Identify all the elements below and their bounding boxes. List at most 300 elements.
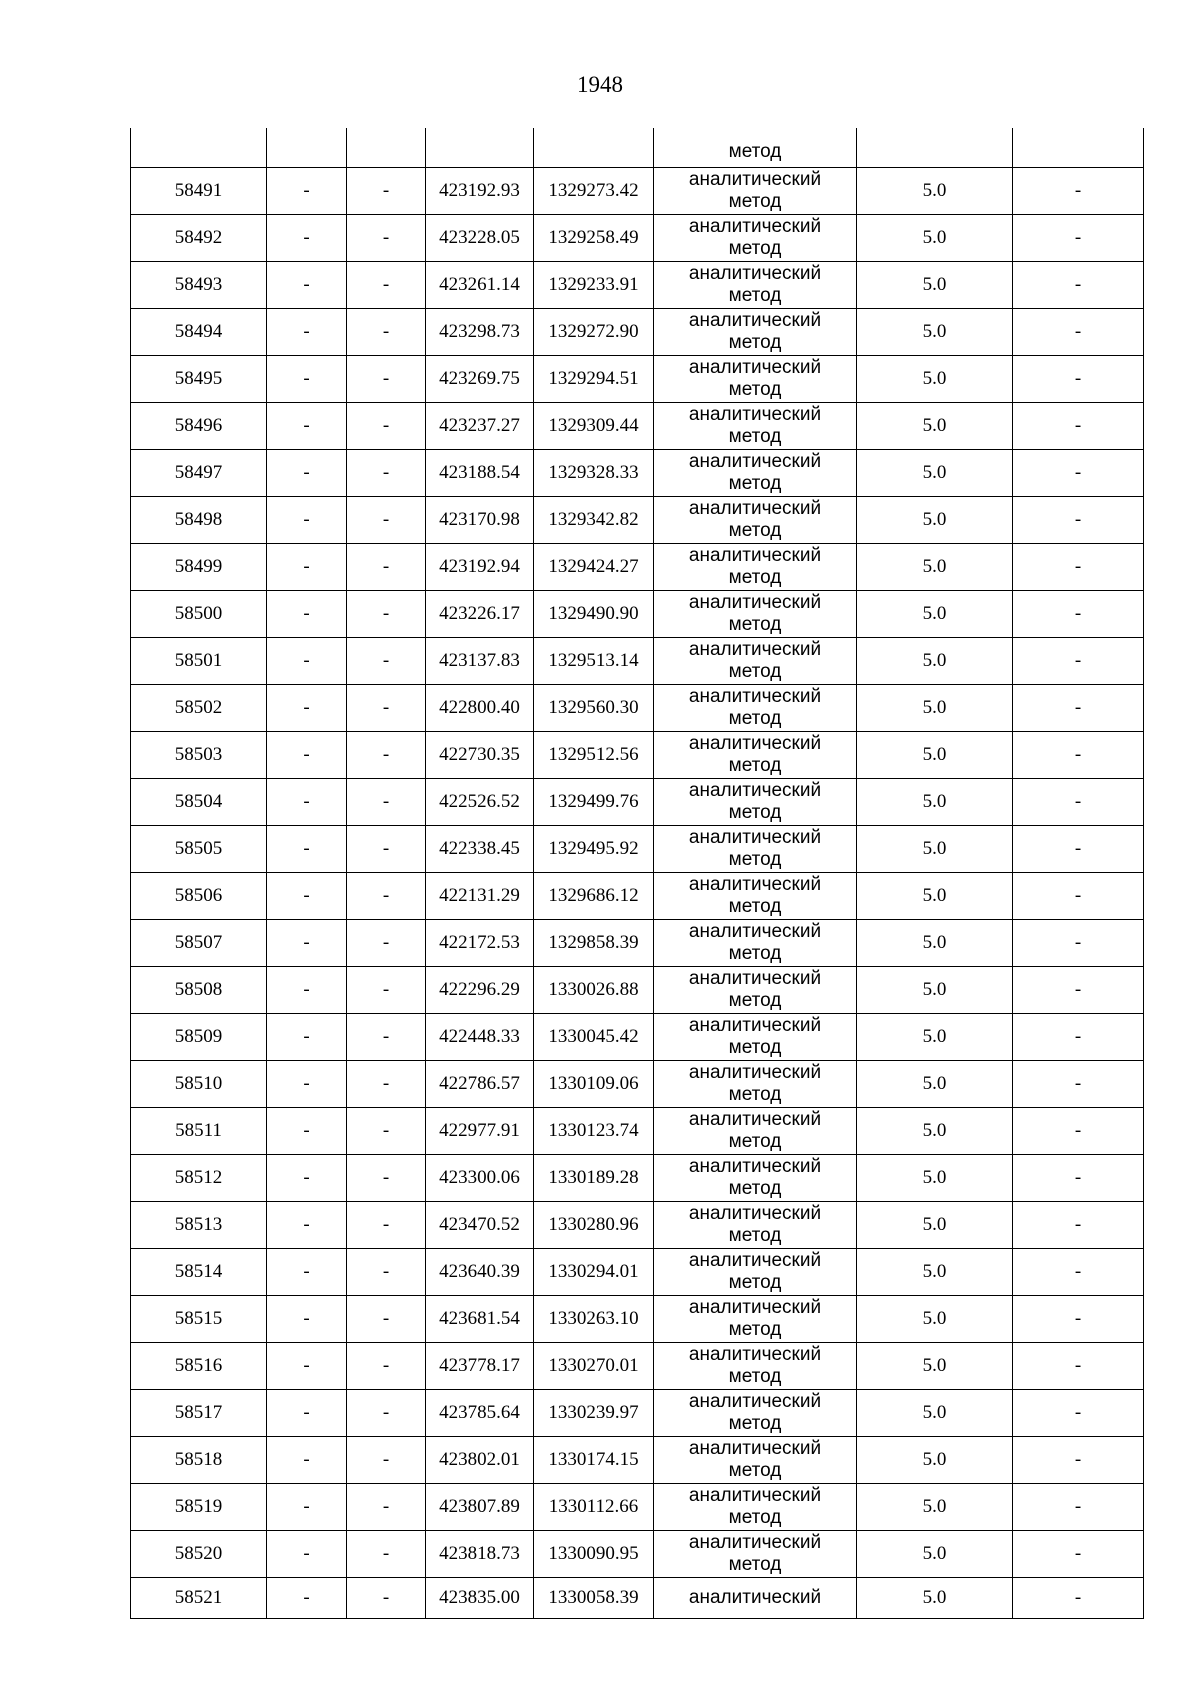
method-line-2: метод [728, 473, 782, 494]
cell-method [654, 309, 857, 356]
cell-accuracy: 5.0 [857, 685, 1013, 732]
cell-x: 422448.33 [426, 1014, 534, 1061]
method-line-1: аналитический [688, 780, 822, 801]
cell-col8: - [1013, 215, 1144, 262]
table-row [131, 356, 1144, 403]
table-row [131, 1061, 1144, 1108]
cell-y: 1329499.76 [534, 779, 654, 826]
cell-x: 423300.06 [426, 1155, 534, 1202]
method-line-2: метод [728, 708, 782, 729]
method-line-2: метод [728, 1554, 782, 1575]
cell-method [654, 497, 857, 544]
cell-y: 1330123.74 [534, 1108, 654, 1155]
cell-method [654, 920, 857, 967]
cell-col8: - [1013, 638, 1144, 685]
method-line-1: аналитический [688, 1344, 822, 1365]
method-line-1: аналитический [688, 1062, 822, 1083]
cell-y: 1330189.28 [534, 1155, 654, 1202]
cell-accuracy: 5.0 [857, 1390, 1013, 1437]
cell-col8: - [1013, 1014, 1144, 1061]
cell-accuracy: 5.0 [857, 1061, 1013, 1108]
cell-accuracy: 5.0 [857, 450, 1013, 497]
method-line-1: аналитический [688, 451, 822, 472]
cell-col8: - [1013, 1155, 1144, 1202]
method-line-1: аналитический [688, 310, 822, 331]
cell-x: 423188.54 [426, 450, 534, 497]
cell-col2: - [267, 262, 347, 309]
cell-col2: - [267, 779, 347, 826]
cell-y: 1330058.39 [534, 1578, 654, 1619]
cell-number: 58499 [131, 544, 267, 591]
cell-col3: - [347, 1390, 426, 1437]
cell-col2: - [267, 403, 347, 450]
cell-col2: - [267, 450, 347, 497]
cell-number: 58491 [131, 168, 267, 215]
cell-number: 58515 [131, 1296, 267, 1343]
cell-number: 58512 [131, 1155, 267, 1202]
cell-method [654, 967, 857, 1014]
cell-col3: - [347, 591, 426, 638]
cell-x: 423137.83 [426, 638, 534, 685]
cell-y: 1329490.90 [534, 591, 654, 638]
method-line-1: аналитический [688, 1485, 822, 1506]
cell-x: 423640.39 [426, 1249, 534, 1296]
method-line-1: аналитический [688, 827, 822, 848]
method-line-2: метод [728, 1037, 782, 1058]
cell-col2: - [267, 497, 347, 544]
cell-col3: - [347, 1014, 426, 1061]
table-row [131, 1531, 1144, 1578]
cell-col3: - [347, 967, 426, 1014]
cell-col2: - [267, 1155, 347, 1202]
cell-y: 1330174.15 [534, 1437, 654, 1484]
cell-number: 58521 [131, 1578, 267, 1619]
cell-y: 1330045.42 [534, 1014, 654, 1061]
table-row [131, 779, 1144, 826]
table-row [131, 638, 1144, 685]
cell-col3: - [347, 920, 426, 967]
cell-method [654, 1155, 857, 1202]
cell-col8: - [1013, 1343, 1144, 1390]
cell-number: 58509 [131, 1014, 267, 1061]
cell-col8: - [1013, 591, 1144, 638]
cell-accuracy: 5.0 [857, 1484, 1013, 1531]
cell-accuracy: 5.0 [857, 168, 1013, 215]
cell-method [654, 779, 857, 826]
method-line-2: метод [728, 1084, 782, 1105]
cell-y: 1330109.06 [534, 1061, 654, 1108]
cell-method [654, 1343, 857, 1390]
cell-col3: - [347, 1202, 426, 1249]
cell-accuracy: 5.0 [857, 356, 1013, 403]
table-row [131, 1202, 1144, 1249]
cell-x [426, 128, 534, 168]
cell-col8: - [1013, 1578, 1144, 1619]
cell-col2: - [267, 1202, 347, 1249]
cell-y: 1329328.33 [534, 450, 654, 497]
cell-col8: - [1013, 685, 1144, 732]
method-line-2: метод [728, 426, 782, 447]
cell-col3: - [347, 779, 426, 826]
cell-col8: - [1013, 309, 1144, 356]
cell-y: 1329512.56 [534, 732, 654, 779]
method-line-2: метод [728, 1460, 782, 1481]
cell-y: 1329513.14 [534, 638, 654, 685]
cell-x: 422338.45 [426, 826, 534, 873]
cell-col3: - [347, 1437, 426, 1484]
cell-col8: - [1013, 168, 1144, 215]
cell-method [654, 873, 857, 920]
cell-col3: - [347, 1296, 426, 1343]
cell-col2 [267, 128, 347, 168]
cell-col2: - [267, 1531, 347, 1578]
cell-y: 1329560.30 [534, 685, 654, 732]
method-line-1: аналитический [688, 357, 822, 378]
cell-x: 423170.98 [426, 497, 534, 544]
cell-col8: - [1013, 262, 1144, 309]
cell-method [654, 732, 857, 779]
method-line-1: аналитический [688, 921, 822, 942]
cell-accuracy: 5.0 [857, 497, 1013, 544]
method-line-2: метод [728, 1319, 782, 1340]
cell-col3: - [347, 309, 426, 356]
method-line-1: аналитический [688, 1156, 822, 1177]
method-line-2: метод [728, 661, 782, 682]
cell-x: 423228.05 [426, 215, 534, 262]
cell-col3 [347, 128, 426, 168]
cell-number: 58503 [131, 732, 267, 779]
table-row [131, 1484, 1144, 1531]
cell-accuracy: 5.0 [857, 1343, 1013, 1390]
cell-accuracy: 5.0 [857, 732, 1013, 779]
cell-method [654, 262, 857, 309]
table-row [131, 497, 1144, 544]
table-row [131, 1437, 1144, 1484]
cell-method [654, 1390, 857, 1437]
cell-col3: - [347, 215, 426, 262]
cell-col3: - [347, 826, 426, 873]
cell-col2: - [267, 1578, 347, 1619]
cell-col8: - [1013, 732, 1144, 779]
cell-method [654, 1061, 857, 1108]
cell-number: 58518 [131, 1437, 267, 1484]
cell-col8: - [1013, 497, 1144, 544]
cell-col8: - [1013, 920, 1144, 967]
cell-col3: - [347, 1061, 426, 1108]
cell-col8: - [1013, 967, 1144, 1014]
method-line-1: аналитический [688, 1532, 822, 1553]
cell-col8: - [1013, 779, 1144, 826]
cell-number: 58504 [131, 779, 267, 826]
cell-accuracy: 5.0 [857, 591, 1013, 638]
cell-col3: - [347, 1343, 426, 1390]
cell-method [654, 356, 857, 403]
cell-accuracy: 5.0 [857, 920, 1013, 967]
cell-number: 58501 [131, 638, 267, 685]
cell-col2: - [267, 638, 347, 685]
cell-number: 58514 [131, 1249, 267, 1296]
table-row [131, 1249, 1144, 1296]
method-line-2: метод [728, 896, 782, 917]
method-line-2: метод [728, 1366, 782, 1387]
method-line-2: метод [728, 238, 782, 259]
cell-method [654, 1202, 857, 1249]
cell-method [654, 450, 857, 497]
cell-col8: - [1013, 1202, 1144, 1249]
cell-x: 423192.93 [426, 168, 534, 215]
cell-method [654, 1108, 857, 1155]
cell-x: 423192.94 [426, 544, 534, 591]
cell-col3: - [347, 1108, 426, 1155]
cell-col8: - [1013, 450, 1144, 497]
cell-accuracy: 5.0 [857, 1531, 1013, 1578]
cell-col8: - [1013, 403, 1144, 450]
cell-col8: - [1013, 1108, 1144, 1155]
method-line-1: аналитический [688, 1438, 822, 1459]
table-row [131, 1296, 1144, 1343]
table-row [131, 1390, 1144, 1437]
cell-x: 423835.00 [426, 1578, 534, 1619]
cell-method [654, 1531, 857, 1578]
cell-accuracy: 5.0 [857, 403, 1013, 450]
cell-y: 1330090.95 [534, 1531, 654, 1578]
table-row [131, 920, 1144, 967]
cell-accuracy: 5.0 [857, 1155, 1013, 1202]
method-line-2: метод [728, 849, 782, 870]
cell-col2: - [267, 591, 347, 638]
cell-col2: - [267, 873, 347, 920]
cell-number: 58502 [131, 685, 267, 732]
cell-col8: - [1013, 1296, 1144, 1343]
method-line-2: метод [728, 1225, 782, 1246]
cell-accuracy: 5.0 [857, 215, 1013, 262]
method-line-2: метод [728, 520, 782, 541]
cell-col3: - [347, 873, 426, 920]
cell-number: 58511 [131, 1108, 267, 1155]
cell-x: 423261.14 [426, 262, 534, 309]
cell-col3: - [347, 356, 426, 403]
cell-accuracy: 5.0 [857, 1202, 1013, 1249]
cell-y: 1329858.39 [534, 920, 654, 967]
cell-accuracy: 5.0 [857, 873, 1013, 920]
cell-y: 1329424.27 [534, 544, 654, 591]
method-line-2: метод [728, 332, 782, 353]
method-line-1: аналитический [688, 1250, 822, 1271]
cell-col3: - [347, 1155, 426, 1202]
cell-accuracy: 5.0 [857, 1014, 1013, 1061]
cell-col2: - [267, 1296, 347, 1343]
table-row [131, 1155, 1144, 1202]
method-line-1: аналитический [688, 1391, 822, 1412]
cell-accuracy: 5.0 [857, 1296, 1013, 1343]
cell-col3: - [347, 262, 426, 309]
cell-x: 423298.73 [426, 309, 534, 356]
cell-number: 58498 [131, 497, 267, 544]
cell-col2: - [267, 1249, 347, 1296]
cell-number: 58510 [131, 1061, 267, 1108]
cell-y: 1329233.91 [534, 262, 654, 309]
method-line-1: аналитический [688, 404, 822, 425]
cell-col3: - [347, 1484, 426, 1531]
cell-col2: - [267, 1484, 347, 1531]
method-line-2: метод [728, 802, 782, 823]
cell-method [654, 638, 857, 685]
cell-method [654, 591, 857, 638]
cell-y: 1330280.96 [534, 1202, 654, 1249]
cell-number: 58492 [131, 215, 267, 262]
cell-method [654, 544, 857, 591]
table-row [131, 591, 1144, 638]
method-line-2: метод [728, 1272, 782, 1293]
cell-number: 58508 [131, 967, 267, 1014]
cell-y: 1330294.01 [534, 1249, 654, 1296]
cell-number: 58519 [131, 1484, 267, 1531]
cell-col8: - [1013, 1061, 1144, 1108]
cell-method [654, 168, 857, 215]
cell-x: 422296.29 [426, 967, 534, 1014]
cell-accuracy: 5.0 [857, 1108, 1013, 1155]
cell-y: 1329495.92 [534, 826, 654, 873]
cell-y: 1330112.66 [534, 1484, 654, 1531]
method-line-1: аналитический [688, 733, 822, 754]
table-row [131, 873, 1144, 920]
method-line-1: аналитический [688, 1203, 822, 1224]
cell-col3: - [347, 1249, 426, 1296]
cell-x: 423269.75 [426, 356, 534, 403]
cell-col3: - [347, 685, 426, 732]
method-line-1: аналитический [688, 968, 822, 989]
method-line-2: метод [728, 191, 782, 212]
method-line-1: аналитический [688, 686, 822, 707]
cell-number: 58520 [131, 1531, 267, 1578]
cell-method [654, 1014, 857, 1061]
method-line-1: аналитический [688, 1297, 822, 1318]
cell-col2: - [267, 967, 347, 1014]
cell-col2: - [267, 544, 347, 591]
cell-y: 1330270.01 [534, 1343, 654, 1390]
cell-col2: - [267, 1061, 347, 1108]
cell-col2: - [267, 215, 347, 262]
cell-col2: - [267, 309, 347, 356]
cell-number: 58493 [131, 262, 267, 309]
cell-number: 58507 [131, 920, 267, 967]
table-row [131, 1578, 1144, 1619]
cell-y: 1329309.44 [534, 403, 654, 450]
cell-x: 423226.17 [426, 591, 534, 638]
coordinates-table [130, 128, 1144, 1619]
cell-accuracy: 5.0 [857, 309, 1013, 356]
cell-y: 1329342.82 [534, 497, 654, 544]
method-line-2: метод [728, 1178, 782, 1199]
cell-method [654, 403, 857, 450]
method-line-1: аналитический [688, 639, 822, 660]
cell-method [654, 1249, 857, 1296]
cell-number: 58506 [131, 873, 267, 920]
cell-accuracy [857, 128, 1013, 168]
cell-number: 58517 [131, 1390, 267, 1437]
method-line-1: аналитический [688, 1587, 822, 1608]
cell-x: 423681.54 [426, 1296, 534, 1343]
cell-number: 58500 [131, 591, 267, 638]
cell-accuracy: 5.0 [857, 544, 1013, 591]
cell-accuracy: 5.0 [857, 1437, 1013, 1484]
table-row [131, 1343, 1144, 1390]
method-line-2: метод [728, 943, 782, 964]
cell-x: 423785.64 [426, 1390, 534, 1437]
cell-x: 422786.57 [426, 1061, 534, 1108]
cell-number: 58497 [131, 450, 267, 497]
cell-accuracy: 5.0 [857, 779, 1013, 826]
method-line-2: метод [728, 990, 782, 1011]
table-body [131, 128, 1144, 1619]
cell-col3: - [347, 168, 426, 215]
method-line-1: аналитический [688, 1015, 822, 1036]
cell-accuracy: 5.0 [857, 967, 1013, 1014]
method-line-2: метод [728, 379, 782, 400]
cell-col8: - [1013, 1390, 1144, 1437]
cell-col2: - [267, 356, 347, 403]
method-line-1: аналитический [688, 498, 822, 519]
cell-col8: - [1013, 873, 1144, 920]
cell-col3: - [347, 497, 426, 544]
cell-method: метод [654, 128, 857, 168]
table-row [131, 450, 1144, 497]
cell-col3: - [347, 544, 426, 591]
cell-col2: - [267, 920, 347, 967]
table-row [131, 262, 1144, 309]
table-row [131, 309, 1144, 356]
table-row [131, 1108, 1144, 1155]
table-row [131, 967, 1144, 1014]
cell-col2: - [267, 1014, 347, 1061]
method-line-1: аналитический [688, 545, 822, 566]
method-line-2: метод [728, 285, 782, 306]
cell-x: 423778.17 [426, 1343, 534, 1390]
cell-x: 422730.35 [426, 732, 534, 779]
cell-method [654, 1296, 857, 1343]
method-line-1: аналитический [688, 592, 822, 613]
table-row [131, 1014, 1144, 1061]
cell-col2: - [267, 1390, 347, 1437]
cell-y [534, 128, 654, 168]
cell-col3: - [347, 403, 426, 450]
cell-col2: - [267, 1108, 347, 1155]
method-line-1: аналитический [688, 1109, 822, 1130]
cell-number [131, 128, 267, 168]
cell-method [654, 685, 857, 732]
cell-number: 58495 [131, 356, 267, 403]
method-line-1: аналитический [688, 216, 822, 237]
cell-col8: - [1013, 544, 1144, 591]
method-line-2: метод [728, 567, 782, 588]
cell-col3: - [347, 1531, 426, 1578]
cell-accuracy: 5.0 [857, 1578, 1013, 1619]
method-line-2: метод [728, 1413, 782, 1434]
cell-col3: - [347, 450, 426, 497]
cell-number: 58494 [131, 309, 267, 356]
cell-y: 1330239.97 [534, 1390, 654, 1437]
method-line-1: аналитический [688, 169, 822, 190]
cell-y: 1329294.51 [534, 356, 654, 403]
cell-x: 422131.29 [426, 873, 534, 920]
cell-accuracy: 5.0 [857, 1249, 1013, 1296]
cell-y: 1329258.49 [534, 215, 654, 262]
cell-col3: - [347, 732, 426, 779]
cell-number: 58496 [131, 403, 267, 450]
method-line-2: метод [728, 1507, 782, 1528]
cell-col8: - [1013, 356, 1144, 403]
cell-col2: - [267, 732, 347, 779]
